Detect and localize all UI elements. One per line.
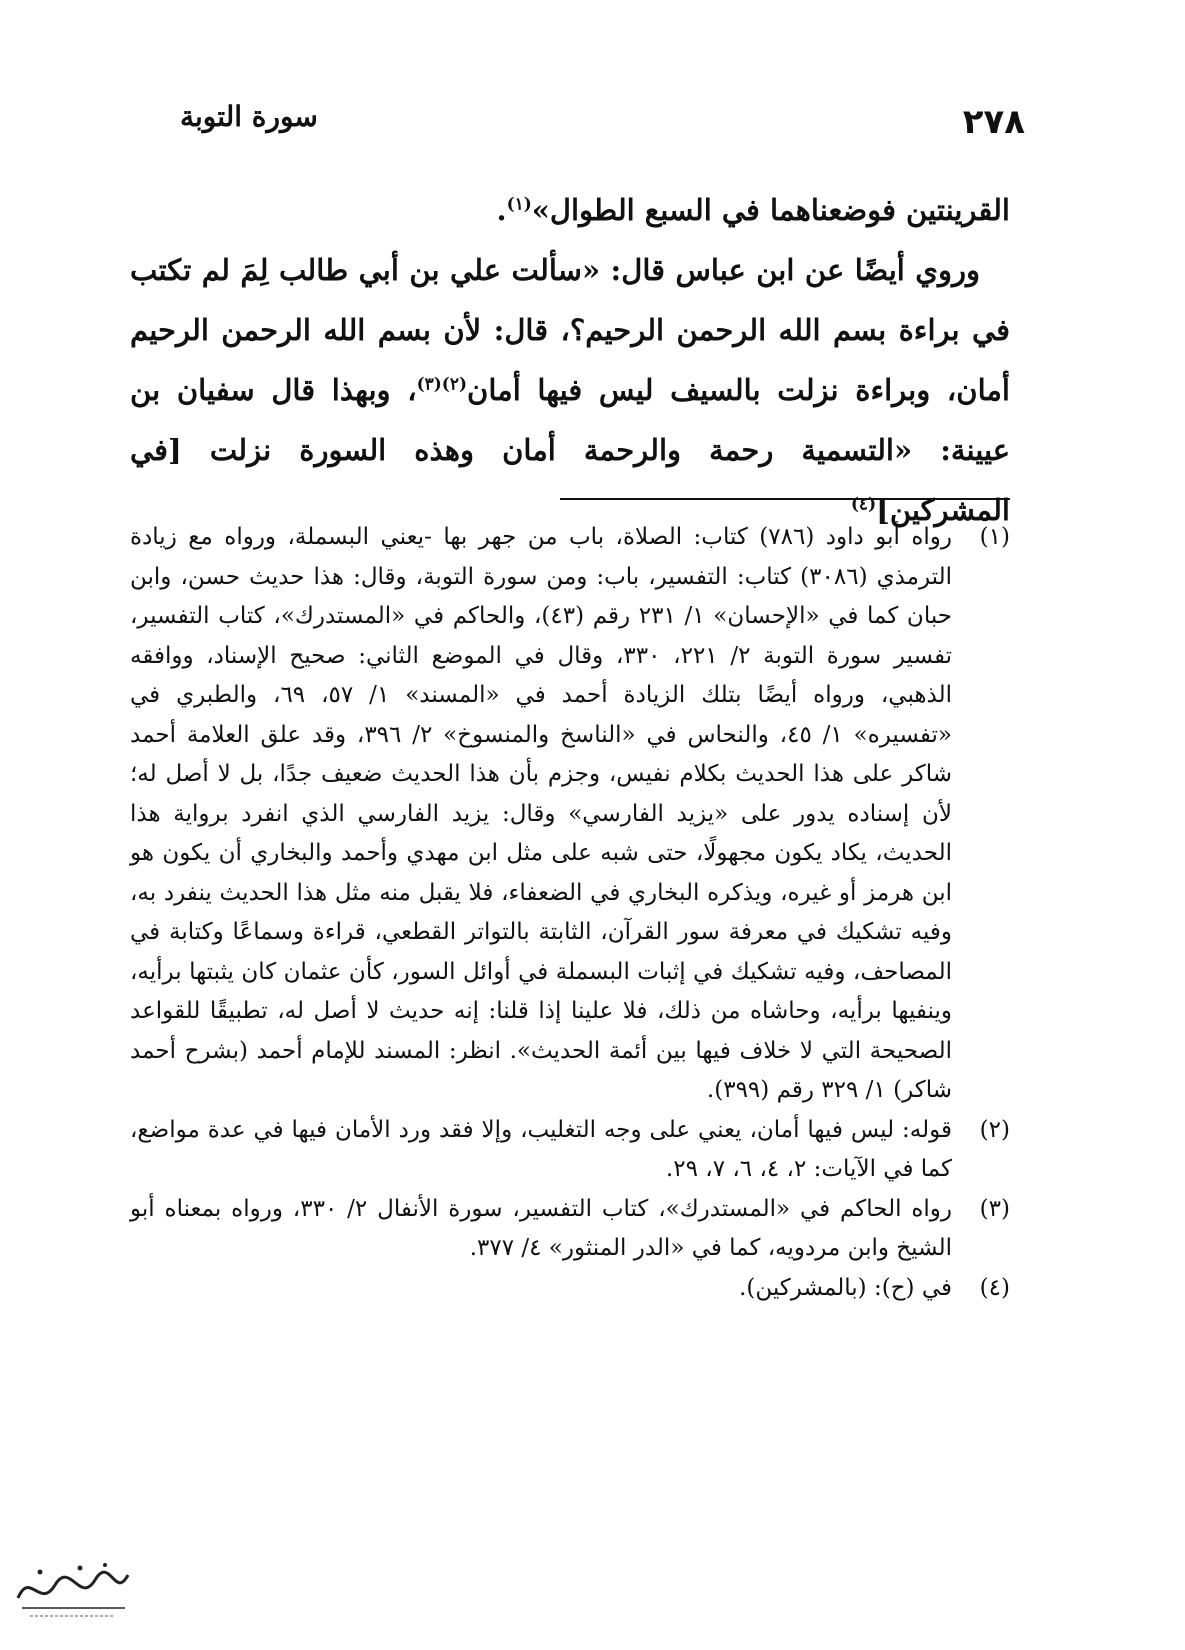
- page-header: [140, 92, 1025, 142]
- footnote-1: [130, 518, 1010, 1111]
- footnote-number: (٢): [979, 1116, 1010, 1143]
- footnote-ref-2-3: (٢)(٣): [416, 374, 468, 395]
- publisher-logo: [10, 1550, 135, 1625]
- footnotes: [130, 518, 1010, 1308]
- running-title: سورة التوبة: [180, 100, 318, 133]
- page-number: ٢٧٨: [962, 102, 1025, 142]
- footnote-text: رواه الحاكم في «المستدرك»، كتاب التفسير، سورة الأنفال ٢/ ٣٣٠، ورواه بمعناه أبو الشيخ وابن مردويه، كما في «الدر المنثور» ٤/ ٣٧٧.: [130, 1195, 952, 1261]
- footnote-text: رواه أبو داود (٧٨٦) كتاب: الصلاة، باب من جهر بها -يعني البسملة، ورواه مع زيادة الترمذي (٣٠٨٦) كتاب: التفسير، باب: ومن سورة التوبة، وقال: هذا حديث حسن، وابن حبان كما في «الإحسان» ١/ ٢٣١ رقم (٤٣)، والحاكم في «المستدرك»، كتاب التفسير، تفسير سورة التوبة ٢/ ٢٢١، ٣٣٠، وقال في الموضع الثاني: صحيح الإسناد، ووافقه الذهبي، ورواه أيضًا بتلك الزيادة أحمد في «المسند» ١/ ٥٧، ٦٩، والطبري في «تفسيره» ١/ ٤٥، والنحاس في «الناسخ والمنسوخ» ٢/ ٣٩٦، وقد علق العلامة أحمد شاكر على هذا الحديث بكلام نفيس، وجزم بأن هذا الحديث ضعيف جدًا، بل لا أصل له؛ لأن إسناده يدور على «يزيد الفارسي» وقال: يزيد الفارسي الذي انفرد برواية هذا الحديث، يكاد يكون مجهولًا، حتى شبه على مثل ابن مهدي وأحمد والبخاري أن يكون هو ابن هرمز أو غيره، ويذكره البخاري في الضعفاء، فلا يقبل منه مثل هذا الحديث ينفرد به، وفيه تشكيك في معرفة سور القرآن، الثابتة بالتواتر القطعي، قراءة وسماعًا وكتابة في المصاحف، وفيه تشكيك في إثبات البسملة في أوائل السور، كأن عثمان كان يثبتها برأيه، وينفيها برأيه، وحاشاه من ذلك، فلا علينا إذا قلنا: إنه حديث لا أصل له، تطبيقًا للقواعد الصحيحة التي لا خلاف فيها بين أئمة الحديث». انظر: المسند للإمام أحمد (بشرح أحمد شاكر) ١/ ٣٢٩ رقم (٣٩٩).: [130, 524, 953, 1103]
- main-paragraph-1-end: .: [496, 193, 507, 227]
- main-paragraph-2-part-b: ، وبهذا قال سفيان بن عيينة: «التسمية رحمة والرحمة أمان وهذه السورة نزلت [في المشركين]: [130, 373, 1010, 527]
- main-text: [130, 180, 1010, 540]
- footnote-4: [130, 1269, 1010, 1309]
- main-paragraph-2: [130, 240, 1010, 540]
- footnote-2: [130, 1111, 1010, 1190]
- footnote-3: [130, 1190, 1010, 1269]
- footnote-text: قوله: ليس فيها أمان، يعني على وجه التغليب، وإلا فقد ورد الأمان فيها في عدة مواضع، كما في الآيات: ٢، ٤، ٦، ٧، ٢٩.: [130, 1116, 952, 1182]
- footnote-number: (٣): [979, 1195, 1010, 1222]
- main-paragraph-1: [130, 180, 1010, 240]
- footnote-number: (١): [979, 524, 1010, 550]
- main-paragraph-2-part-a: وروي أيضًا عن ابن عباس قال: «سألت علي بن أبي طالب لِمَ لم تكتب في براءة بسم الله الرحمن الرحيم؟، قال: لأن بسم الله الرحمن الرحيم أمان، وبراءة نزلت بالسيف ليس فيها أمان: [130, 253, 1010, 407]
- footnote-text: في (ح): (بالمشركين).: [739, 1274, 952, 1301]
- main-paragraph-1-text: القرينتين فوضعناهما في السبع الطوال»: [531, 193, 1010, 227]
- footnote-ref-4: (٤): [850, 494, 877, 515]
- footnote-separator: [560, 498, 1010, 500]
- footnote-number: (٤): [979, 1274, 1010, 1301]
- footnote-ref-1: (١): [506, 194, 532, 215]
